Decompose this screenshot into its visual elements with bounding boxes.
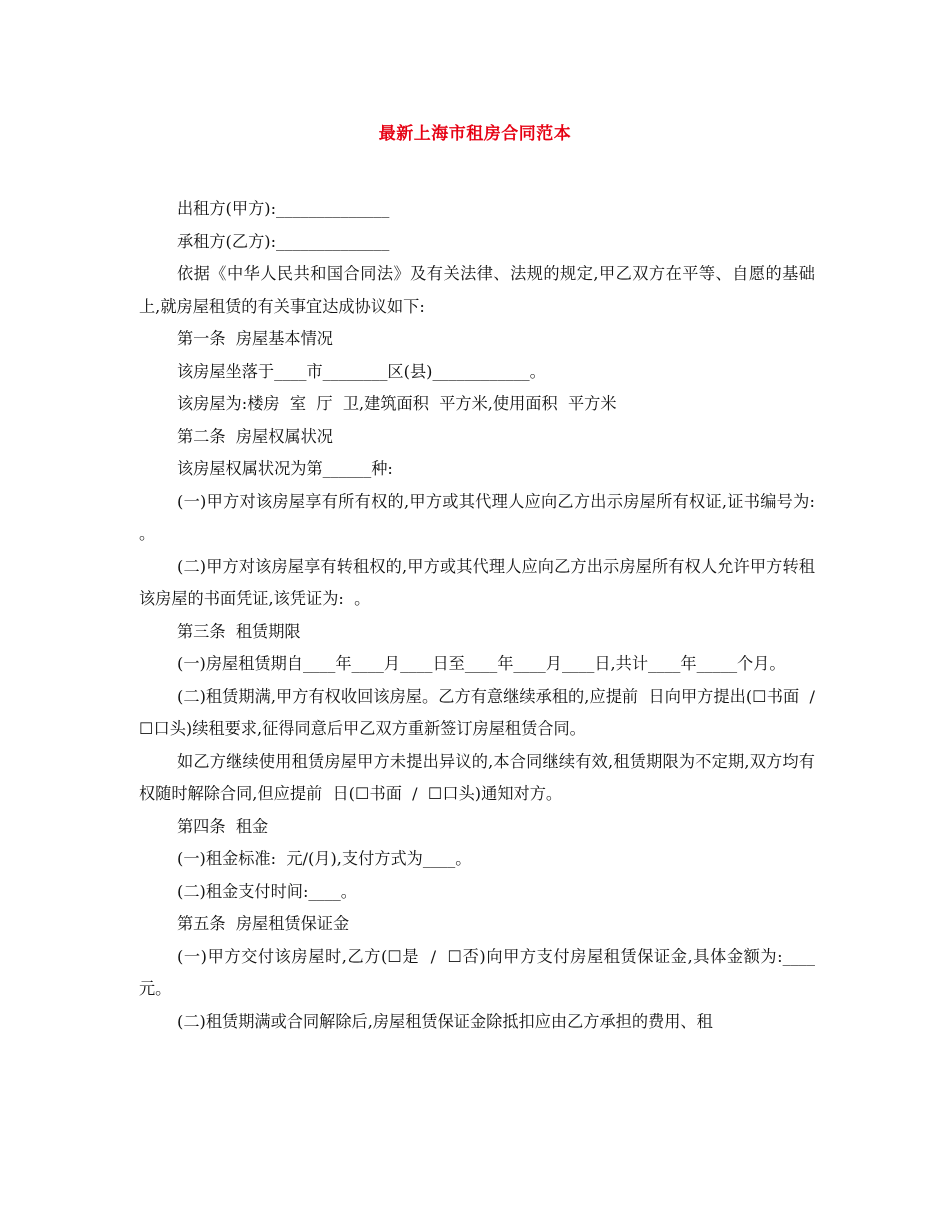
lease-term-clause-1: (一)房屋租赁期自____年____月____日至____年____月____日,共计____年_____个月。 xyxy=(177,654,786,673)
house-location-line: 该房屋坐落于____市________区(县)____________。 xyxy=(177,361,546,381)
house-layout-line: 该房屋为:楼房 室 厅 卫,建筑面积 平方米,使用面积 平方米 xyxy=(177,394,617,413)
article-3-heading: 第三条 租赁期限 xyxy=(177,621,301,641)
party-a-line: 出租方(甲方):______________ xyxy=(177,199,390,218)
document-body xyxy=(139,193,826,1038)
preamble-paragraph: 依据《中华人民共和国合同法》及有关法律、法规的规定,甲乙双方在平等、自愿的基础上,就房屋租赁的有关事宜达成协议如下: xyxy=(139,264,815,316)
ownership-type-line: 该房屋权属状况为第______种: xyxy=(177,459,393,478)
rent-clause-1: (一)租金标准: 元/(月),支付方式为____。 xyxy=(177,849,472,868)
article-1-heading: 第一条 房屋基本情况 xyxy=(177,329,333,348)
lease-term-clause-2: (二)租赁期满,甲方有权收回该房屋。乙方有意继续承租的,应提前 日向甲方提出(☐书面 / ☐口头)续租要求,征得同意后甲乙双方重新签订房屋租赁合同。 xyxy=(139,686,826,738)
document-title: 最新上海市租房合同范本 xyxy=(378,124,572,144)
article-2-heading: 第二条 房屋权属状况 xyxy=(177,426,333,446)
article-5-heading: 第五条 房屋租赁保证金 xyxy=(177,914,350,933)
rent-clause-2: (二)租金支付时间:____。 xyxy=(177,881,357,901)
ownership-clause-2: (二)甲方对该房屋享有转租权的,甲方或其代理人应向乙方出示房屋所有权人允许甲方转租该房屋的书面凭证,该凭证为: 。 xyxy=(139,556,815,608)
deposit-clause-1: (一)甲方交付该房屋时,乙方(☐是 / ☐否)向甲方支付房屋租赁保证金,具体金额为:____元。 xyxy=(139,946,815,998)
ownership-clause-1: (一)甲方对该房屋享有所有权的,甲方或其代理人应向乙方出示房屋所有权证,证书编号为: 。 xyxy=(139,491,826,543)
deposit-clause-2: (二)租赁期满或合同解除后,房屋租赁保证金除抵扣应由乙方承担的费用、租 xyxy=(177,1011,713,1031)
article-4-heading: 第四条 租金 xyxy=(177,816,269,836)
party-b-line: 承租方(乙方):______________ xyxy=(177,231,390,251)
lease-term-clause-3: 如乙方继续使用租赁房屋甲方未提出异议的,本合同继续有效,租赁期限为不定期,双方均有权随时解除合同,但应提前 日(☐书面 / ☐口头)通知对方。 xyxy=(139,751,815,803)
